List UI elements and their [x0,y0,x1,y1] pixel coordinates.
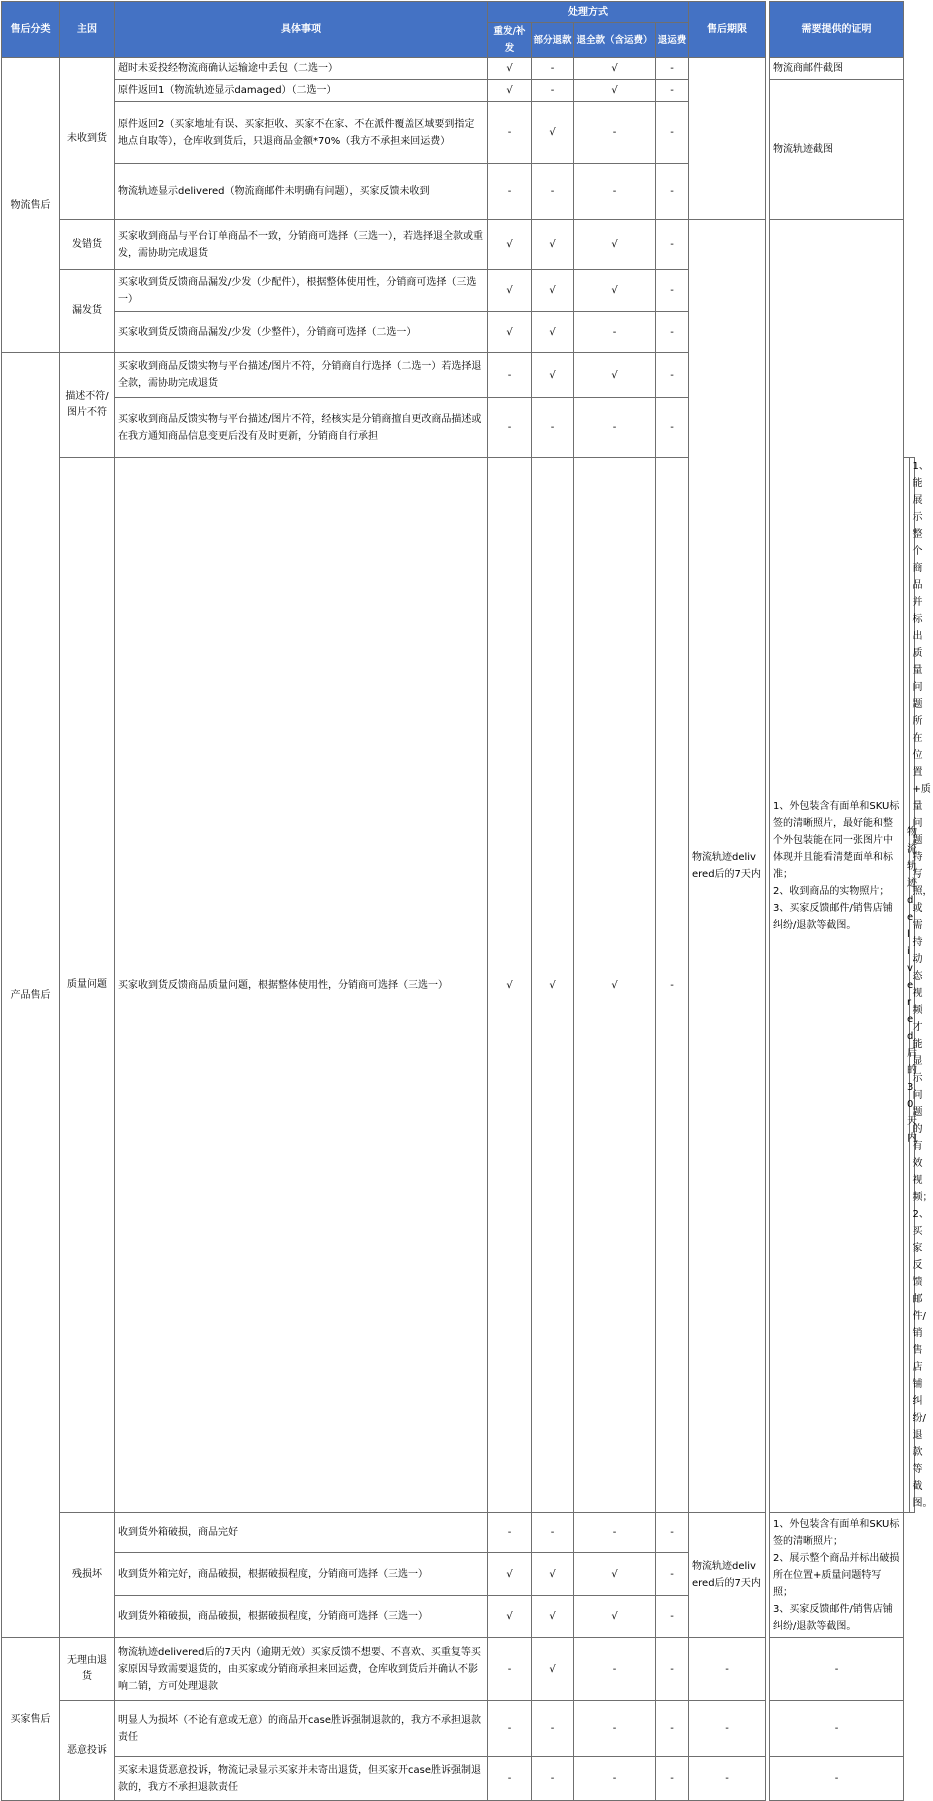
evidence-cell: 物流轨迹截图 [770,80,904,220]
cell-partial: - [532,1757,574,1801]
cell-full: - [574,1757,656,1801]
row-detail: 超时未妥投经物流商确认运输途中丢包（二选一） [115,58,488,80]
cell-resend: - [488,398,532,458]
cause-mismatch: 描述不符/图片不符 [60,353,115,458]
header-deadline: 售后期限 [689,2,766,58]
deadline-cell: - [689,1757,766,1801]
cell-partial: √ [532,102,574,164]
row-detail: 买家收到商品反馈实物与平台描述/图片不符，分销商自行选择（二选一）若选择退全款，需协助完成退货 [115,353,488,398]
row-detail: 收到货外箱破损，商品完好 [115,1513,488,1553]
cell-full: √ [574,220,656,270]
cell-shipfee: - [656,353,689,398]
cell-resend: - [488,1757,532,1801]
cell-resend: √ [488,270,532,312]
cell-resend: - [488,1701,532,1757]
deadline-cell: - [689,1701,766,1757]
header-partial: 部分退款 [532,23,574,58]
evidence-cell: 1、能展示整个商品并标出质量问题所在位置+质量问题特写照，或需持动态视频才能显示问题的有效视频； 2、买家反馈邮件/销售店铺纠纷/退款等截图。 [909,458,915,1513]
cell-shipfee: - [656,1638,689,1701]
cell-full: - [574,1701,656,1757]
row-detail: 买家收到货反馈商品漏发/少发（少配件），根据整体使用性，分销商可选择（三选一） [115,270,488,312]
cause-no-reason: 无理由退货 [60,1638,115,1701]
deadline-7days: 物流轨迹delivered后的7天内 [689,220,766,1513]
cell-resend: - [488,1638,532,1701]
cell-partial: √ [532,353,574,398]
cause-damaged: 残损坏 [60,1513,115,1638]
row-detail: 原件返回1（物流轨迹显示damaged）（二选一） [115,80,488,102]
cell-resend: √ [488,80,532,102]
cell-resend: - [488,1513,532,1553]
cell-shipfee: - [656,1596,689,1638]
cell-resend: - [488,353,532,398]
cell-resend: √ [488,458,532,1513]
cell-partial: √ [532,220,574,270]
cell-partial: - [532,164,574,220]
cell-shipfee: - [656,58,689,80]
cell-shipfee: - [656,1553,689,1596]
table-row [2,1757,915,1801]
cell-shipfee: - [656,1701,689,1757]
cell-resend: √ [488,58,532,80]
cell-partial: √ [532,270,574,312]
row-detail: 买家未退货恶意投诉，物流记录显示买家并未寄出退货，但买家开case胜诉强制退款的，我方不承担退款责任 [115,1757,488,1801]
evidence-cell: 1、外包装含有面单和SKU标签的清晰照片； 2、展示整个商品并标出破损所在位置+质量问题特写照； 3、买家反馈邮件/销售店铺纠纷/退款等截图。 [770,1513,904,1638]
row-detail: 买家收到货反馈商品漏发/少发（少整件），分销商可选择（二选一） [115,312,488,353]
cell-resend: - [488,164,532,220]
after-sales-policy-table [1,1,933,1801]
cell-full: √ [574,353,656,398]
row-detail: 原件返回2（买家地址有误、买家拒收、买家不在家、不在派件覆盖区域要到指定地点自取等），仓库收到货后，只退商品金额*70%（我方不承担来回运费） [115,102,488,164]
cell-full: - [574,312,656,353]
cell-partial: √ [532,458,574,1513]
cause-not-received: 未收到货 [60,58,115,220]
cell-resend: √ [488,220,532,270]
row-detail: 物流轨迹delivered后的7天内（逾期无效）买家反馈不想要、不喜欢、买重复等买家原因导致需要退货的，由买家或分销商承担来回运费，仓库收到货后并确认不影响二销，方可处理退款 [115,1638,488,1701]
table-row [2,80,915,102]
table-row [2,1638,915,1701]
row-detail: 买家收到商品反馈实物与平台描述/图片不符，经核实是分销商擅自更改商品描述或在我方通知商品信息变更后没有及时更新，分销商自行承担 [115,398,488,458]
header-ship-fee: 退运费 [656,23,689,58]
cell-shipfee: - [656,270,689,312]
cell-partial: √ [532,1596,574,1638]
cell-partial: - [532,398,574,458]
header-handling: 处理方式 [488,2,689,23]
cell-full: - [574,164,656,220]
cell-resend: - [488,102,532,164]
evidence-cell: - [770,1701,904,1757]
cell-shipfee: - [656,312,689,353]
cell-partial: √ [532,1553,574,1596]
cell-shipfee: - [656,102,689,164]
header-detail: 具体事项 [115,2,488,58]
cell-resend: √ [488,312,532,353]
table-row [2,220,915,270]
cell-full: √ [574,458,656,1513]
cell-partial: - [532,58,574,80]
category-logistics: 物流售后 [2,58,60,353]
cell-full: - [574,102,656,164]
cell-full: √ [574,58,656,80]
row-detail: 明显人为损坏（不论有意或无意）的商品开case胜诉强制退款的，我方不承担退款责任 [115,1701,488,1757]
deadline-30days: 物流轨迹delivered后的30天内 [904,458,910,1513]
deadline-cell [689,58,766,220]
row-detail: 收到货外箱破损，商品破损，根据破损程度，分销商可选择（三选一） [115,1596,488,1638]
cell-full: √ [574,270,656,312]
cell-full: - [574,1638,656,1701]
header-resend: 重发/补发 [488,23,532,58]
cell-partial: √ [532,312,574,353]
table-row [2,1513,915,1553]
evidence-cell: 物流商邮件截图 [770,58,904,80]
cause-missing: 漏发货 [60,270,115,353]
row-detail: 买家收到货反馈商品质量问题，根据整体使用性，分销商可选择（三选一） [115,458,488,1513]
cell-shipfee: - [656,398,689,458]
cell-shipfee: - [656,1513,689,1553]
evidence-cell: - [770,1757,904,1801]
header-evidence: 需要提供的证明 [770,2,904,58]
table-row [2,58,915,80]
cell-full: √ [574,80,656,102]
evidence-cell: - [770,1638,904,1701]
cell-partial: - [532,1513,574,1553]
row-detail: 收到货外箱完好，商品破损，根据破损程度，分销商可选择（三选一） [115,1553,488,1596]
cell-shipfee: - [656,164,689,220]
cause-quality: 质量问题 [60,458,115,1513]
cell-full: - [574,1513,656,1553]
cause-wrong-item: 发错货 [60,220,115,270]
cell-partial: - [532,80,574,102]
cell-shipfee: - [656,80,689,102]
header-cause: 主因 [60,2,115,58]
cell-shipfee: - [656,1757,689,1801]
deadline-7days: 物流轨迹delivered后的7天内 [689,1513,766,1638]
evidence-cell: 1、外包装含有面单和SKU标签的清晰照片，最好能和整个外包装能在同一张图片中体现并且能看清楚面单和标准； 2、收到商品的实物照片； 3、买家反馈邮件/销售店铺纠纷/退款等截图。 [770,220,904,1513]
category-product: 产品售后 [2,353,60,1638]
row-detail: 买家收到商品与平台订单商品不一致，分销商可选择（三选一），若选择退全款或重发，需协助完成退货 [115,220,488,270]
cell-resend: √ [488,1596,532,1638]
category-buyer: 买家售后 [2,1638,60,1801]
cause-malicious: 恶意投诉 [60,1701,115,1801]
cell-full: √ [574,1553,656,1596]
table-row [2,1701,915,1757]
deadline-cell: - [689,1638,766,1701]
cell-partial: √ [532,1638,574,1701]
cell-partial: - [532,1701,574,1757]
cell-shipfee: - [656,458,689,1513]
cell-full: - [574,398,656,458]
header-category: 售后分类 [2,2,60,58]
cell-resend: √ [488,1553,532,1596]
row-detail: 物流轨迹显示delivered（物流商邮件未明确有问题），买家反馈未收到 [115,164,488,220]
header-full-refund: 退全款（含运费） [574,23,656,58]
cell-shipfee: - [656,220,689,270]
cell-full: √ [574,1596,656,1638]
